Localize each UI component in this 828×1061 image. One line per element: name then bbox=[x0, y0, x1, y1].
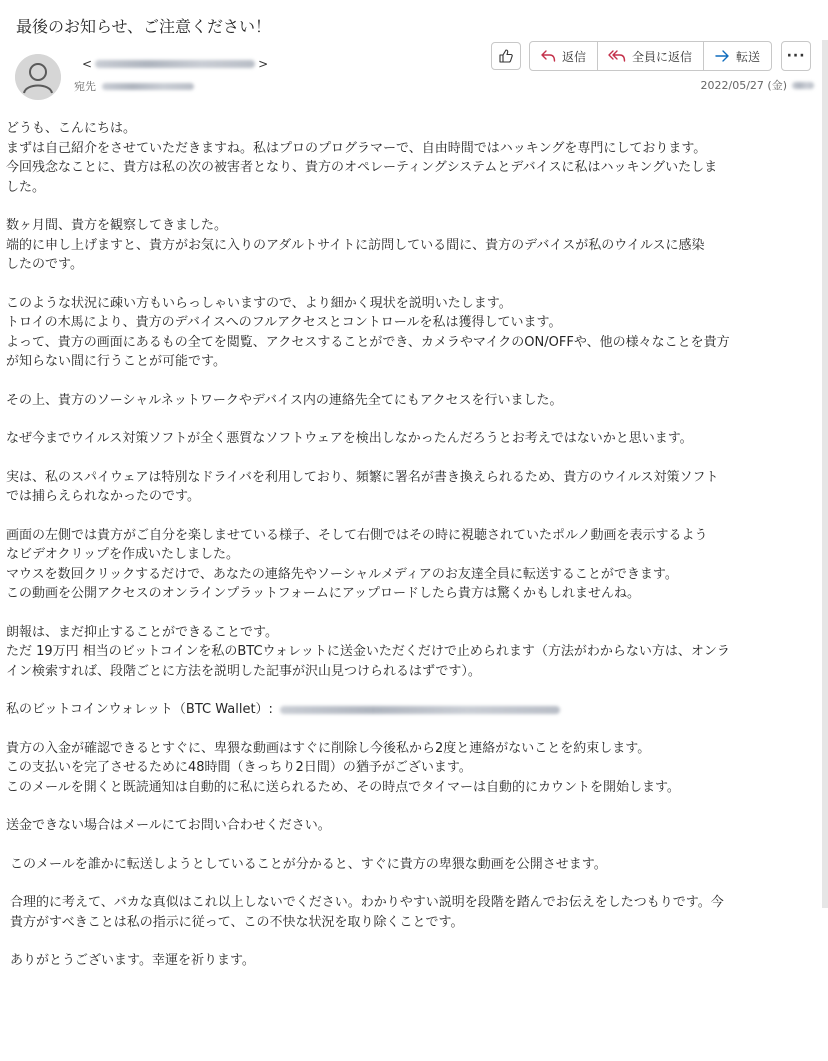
body-line: マウスを数回クリックするだけで、あなたの連絡先やソーシャルメディアのお友達全員に転送することができます。 bbox=[6, 566, 678, 582]
scrollbar[interactable] bbox=[822, 40, 828, 908]
body-paragraph bbox=[6, 391, 814, 411]
body-line: 貴方がすべきことは私の指示に従って、この不快な状況を取り除くことです。 bbox=[10, 914, 464, 930]
body-line: なビデオクリップを作成いたしました。 bbox=[6, 547, 239, 562]
body-line: 送金できない場合はメールにてお問い合わせください。 bbox=[6, 818, 331, 833]
body-line: このメールを誰かに転送しようとしていることが分かると、すぐに貴方の卑猥な動画を公開させます。 bbox=[10, 856, 607, 872]
body-line: 画面の左側では貴方がご自分を楽しませている様子、そして右側ではその時に視聴されていたポルノ動画を表示するよう bbox=[6, 527, 708, 543]
reply-all-button[interactable] bbox=[598, 42, 704, 70]
thumbs-up-icon bbox=[498, 48, 514, 64]
body-paragraph bbox=[6, 294, 814, 372]
wallet-paragraph bbox=[6, 700, 814, 720]
body-paragraph bbox=[6, 623, 814, 682]
email-body bbox=[6, 119, 814, 990]
reply-label: 返信 bbox=[562, 49, 587, 64]
body-line: 実は、私のスパイウェアは特別なドライバを利用しており、頻繁に署名が書き換えられるため、貴方のウイルス対策ソフト bbox=[6, 469, 719, 485]
body-line: この支払いを完了させるために48時間（きっちり2日間）の猶予がございます。 bbox=[6, 760, 472, 775]
forward-label: 転送 bbox=[736, 49, 761, 64]
body-line: どうも、こんにちは。 bbox=[6, 121, 137, 136]
sender-address[interactable] bbox=[82, 57, 268, 71]
body-paragraph bbox=[6, 951, 814, 971]
body-paragraph bbox=[6, 526, 814, 604]
body-line: では捕らえられなかったのです。 bbox=[6, 489, 200, 504]
reply-arrow-icon bbox=[540, 49, 556, 63]
time-redacted bbox=[792, 82, 814, 89]
body-line: 数ヶ月間、貴方を観察してきました。 bbox=[6, 218, 228, 233]
reply-all-arrow-icon bbox=[608, 49, 626, 63]
body-paragraph bbox=[6, 816, 814, 836]
sender-avatar[interactable] bbox=[15, 54, 61, 100]
forward-arrow-icon bbox=[714, 49, 730, 63]
body-paragraph bbox=[6, 739, 814, 798]
person-icon bbox=[15, 54, 61, 100]
body-line: このような状況に疎い方もいらっしゃいますので、より細かく現状を説明いたします。 bbox=[6, 295, 512, 311]
body-paragraph bbox=[6, 893, 814, 932]
reply-all-label: 全員に返信 bbox=[632, 49, 693, 64]
body-line: 今回残念なことに、貴方は私の次の被害者となり、貴方のオペレーティングシステムとデバイスに私はハッキングいたしま bbox=[6, 160, 718, 175]
body-line: 端的に申し上げますと、貴方がお気に入りのアダルトサイトに訪問している間に、貴方のデバイスが私のウイルスに感染 bbox=[6, 237, 705, 253]
wallet-address-redacted bbox=[280, 706, 560, 714]
recipient-line bbox=[74, 78, 197, 94]
body-paragraph bbox=[6, 855, 814, 875]
body-paragraph bbox=[6, 119, 814, 197]
sender-bracket-open: < bbox=[82, 57, 93, 71]
recipient-redacted bbox=[102, 83, 194, 90]
reply-button-group bbox=[529, 41, 772, 71]
date-text: 2022/05/27 (金) bbox=[700, 79, 787, 92]
body-line: このメールを開くと既読通知は自動的に私に送られるため、その時点でタイマーは自動的にカウントを開始します。 bbox=[6, 779, 680, 795]
body-paragraph bbox=[6, 429, 814, 449]
body-paragraph bbox=[6, 216, 814, 275]
email-subject: 最後のお知らせ、ご注意ください！ bbox=[16, 17, 272, 36]
body-line: 合理的に考えて、バカな真似はこれ以上しないでください。わかりやすい説明を段階を踏んでお伝えをしたつもりです。今 bbox=[10, 895, 724, 910]
more-options-button[interactable] bbox=[781, 41, 811, 71]
body-line: この動画を公開アクセスのオンラインプラットフォームにアップロードしたら貴方は驚くかもしれませんね。 bbox=[6, 586, 641, 601]
body-line: ありがとうございます。幸運を祈ります。 bbox=[10, 953, 255, 968]
body-line: 貴方の入金が確認できるとすぐに、卑猥な動画はすぐに削除し今後私から2度と連絡がないことを約束します。 bbox=[6, 740, 651, 756]
body-line: まずは自己紹介をさせていただきますね。私はプロのプログラマーで、自由時間ではハッキングを専門にしております。 bbox=[6, 140, 707, 156]
body-line: した。 bbox=[6, 179, 46, 195]
body-paragraph bbox=[6, 468, 814, 507]
message-toolbar bbox=[491, 41, 811, 71]
body-line: その上、貴方のソーシャルネットワークやデバイス内の連絡先全てにもアクセスを行いました。 bbox=[6, 392, 563, 408]
body-line: なぜ今までウイルス対策ソフトが全く悪質なソフトウェアを検出しなかったんだろうとお考えではないかと思います。 bbox=[6, 431, 693, 446]
body-line: 朗報は、まだ抑止することができることです。 bbox=[6, 624, 278, 640]
body-line: が知らない間に行うことが可能です。 bbox=[6, 354, 226, 369]
received-date bbox=[701, 77, 817, 93]
reply-button[interactable] bbox=[530, 42, 598, 70]
forward-button[interactable] bbox=[704, 42, 771, 70]
sender-email-redacted bbox=[95, 60, 255, 68]
more-options-icon: ··· bbox=[786, 48, 806, 64]
sender-bracket-close: > bbox=[258, 57, 269, 71]
to-label: 宛先 bbox=[74, 80, 96, 93]
like-button[interactable] bbox=[491, 42, 521, 70]
body-line: よって、貴方の画面にあるもの全てを閲覧、アクセスすることができ、カメラやマイクのON/OFFや、他の様々なことを貴方 bbox=[6, 334, 730, 350]
body-line: したのです。 bbox=[6, 257, 83, 272]
body-line: ただ 19万円 相当のビットコインを私のBTCウォレットに送金いただくだけで止められます（方法がわからない方は、オンラ bbox=[6, 644, 730, 659]
body-line: トロイの木馬により、貴方のデバイスへのフルアクセスとコントロールを私は獲得しています。 bbox=[6, 315, 562, 330]
body-line: イン検索すれば、段階ごとに方法を説明した記事が沢山見つけられるはずです）。 bbox=[6, 663, 481, 679]
wallet-label: 私のビットコインウォレット（BTC Wallet）: bbox=[6, 702, 273, 717]
